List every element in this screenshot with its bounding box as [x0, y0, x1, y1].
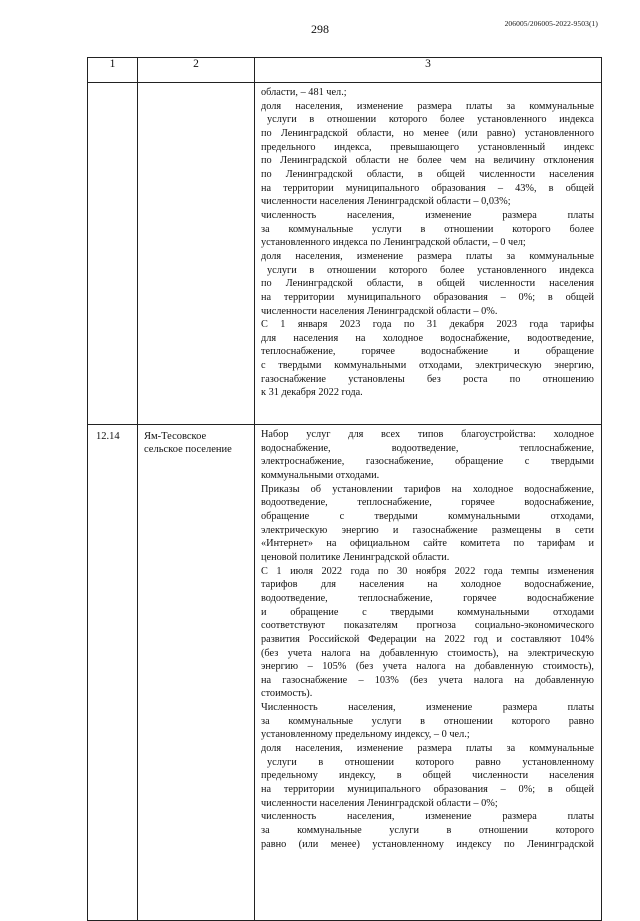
text-line: доля населения, изменение размера платы за коммунальные — [261, 100, 594, 112]
text-line: с твердыми коммунальными отходами, электрическую энергию, — [261, 360, 594, 372]
municipality-name — [138, 83, 255, 425]
text-line: теплоснабжение, горячее водоснабжение и обращение — [261, 346, 594, 358]
text-line: стоимость). — [261, 688, 313, 700]
table-row — [88, 425, 602, 921]
text-line: соответствуют показателям прогноза социально-экономического — [261, 620, 594, 632]
text-line: на территории муниципального образования – 43%, в общей — [261, 182, 594, 194]
text-line: водоснабжение, водоотведение, теплоснабжение, — [261, 442, 594, 454]
text-line: равно (или менее) установленному индексу по Ленинградской — [261, 838, 594, 850]
text-line: энергию – 105% (без учета налога на добавленную стоимость), — [261, 661, 594, 673]
page-number: 298 — [311, 22, 329, 36]
row-number — [88, 83, 138, 425]
row-number: 12.14 — [88, 425, 138, 921]
column-header: 1 — [88, 58, 138, 83]
text-line: численность населения, изменение размера платы — [261, 209, 594, 221]
text-line: услуги в отношении которого более установленного индекса — [267, 264, 594, 276]
text-line: развития Российской Федерации на 2022 год и составляют 104% — [261, 633, 594, 645]
text-line: С 1 июля 2022 года по 30 ноября 2022 года темпы изменения — [261, 565, 594, 577]
text-line: численности населения Ленинградской области – 0%. — [261, 305, 498, 317]
text-line: области, – 481 чел.; — [261, 87, 347, 98]
text-line: тарифов для населения на холодное водоснабжение, — [261, 579, 594, 591]
document-id: 206005/206005-2022-9503(1) — [504, 19, 598, 28]
text-line: численности населения Ленинградской области – 0%; — [261, 797, 498, 809]
text-line: на газоснабжение – 103% (без учета налога на добавленную — [261, 674, 594, 686]
name-line: Ям-Тесовское — [144, 431, 207, 442]
column-header: 2 — [138, 58, 255, 83]
text-line: доля населения, изменение размера платы за коммунальные — [261, 250, 594, 262]
text-line: установленного индекса по Ленинградской области, – 0 чел; — [261, 237, 526, 249]
text-line: электроснабжение, газоснабжение, обращение с твердыми — [261, 456, 594, 468]
text-line: по Ленинградской области не более чем на величину отклонения — [261, 155, 594, 167]
text-line: за коммунальные услуги в отношении которого равно — [261, 715, 594, 727]
text-line: предельному индексу, в общей численности населения — [261, 770, 594, 782]
text-line: по Ленинградской области, но менее (или равно) установленного — [261, 127, 594, 139]
row-text — [255, 425, 602, 921]
column-header: 3 — [255, 58, 602, 83]
text-line: для населения на холодное водоснабжение, водоотведение, — [261, 332, 594, 344]
text-line: установленному предельному индексу, – 0 чел.; — [261, 729, 470, 741]
municipality-name — [138, 425, 255, 921]
text-line: предельного индекса, превышающего установленный индекс — [261, 141, 594, 153]
text-line: по Ленинградской области, в общей численности населения — [261, 278, 594, 290]
text-line: газоснабжение установлены без роста по отношению — [261, 373, 594, 385]
text-line: за коммунальные услуги в отношении которого — [261, 825, 594, 837]
text-line: С 1 января 2023 года по 31 декабря 2023 года тарифы — [261, 319, 594, 331]
text-line: и обращение с твердыми коммунальными отходами — [261, 606, 594, 618]
text-line: коммунальными отходами. — [261, 469, 380, 481]
tariff-table — [87, 57, 602, 921]
text-line: Численность населения, изменение размера платы — [261, 702, 594, 714]
text-line: к 31 декабря 2022 года. — [261, 387, 363, 399]
text-line: доля населения, изменение размера платы за коммунальные — [261, 743, 594, 755]
text-line: на территории муниципального образования – 0%; в общей — [261, 291, 594, 303]
text-line: численности населения Ленинградской области – 0,03%; — [261, 196, 511, 208]
text-line: «Интернет» на официальном сайте комитета по тарифам и — [261, 538, 594, 550]
text-line: Набор услуг для всех типов благоустройства: холодное — [261, 429, 594, 440]
text-line: услуги в отношении которого более установленного индекса — [267, 114, 594, 126]
table-header-row — [88, 58, 602, 83]
text-line: обращение с твердыми коммунальными отходами, — [261, 510, 594, 522]
text-line: услуги в отношении которого равно установленному — [267, 756, 594, 768]
text-line: ценовой политике Ленинградской области. — [261, 551, 450, 563]
row-text — [255, 83, 602, 425]
text-line: (без учета налога на добавленную стоимость), на электрическую — [261, 647, 594, 659]
text-line: на территории муниципального образования – 0%; в общей — [261, 784, 594, 796]
text-line: численность населения, изменение размера платы — [261, 811, 594, 823]
text-line: водоотведение, теплоснабжение, горячее водоснабжение — [261, 592, 594, 604]
text-line: за коммунальные услуги в отношении которого более — [261, 223, 594, 235]
name-line: сельское поселение — [144, 443, 232, 455]
text-line: электрическую энергию и газоснабжение размещены в сети — [261, 524, 594, 536]
text-line: по Ленинградской области, в общей численности населения — [261, 168, 594, 180]
text-line: Приказы об установлении тарифов на холодное водоснабжение, — [261, 483, 594, 495]
text-line: водоотведение, теплоснабжение, горячее водоснабжение, — [261, 497, 594, 509]
table-row — [88, 83, 602, 425]
